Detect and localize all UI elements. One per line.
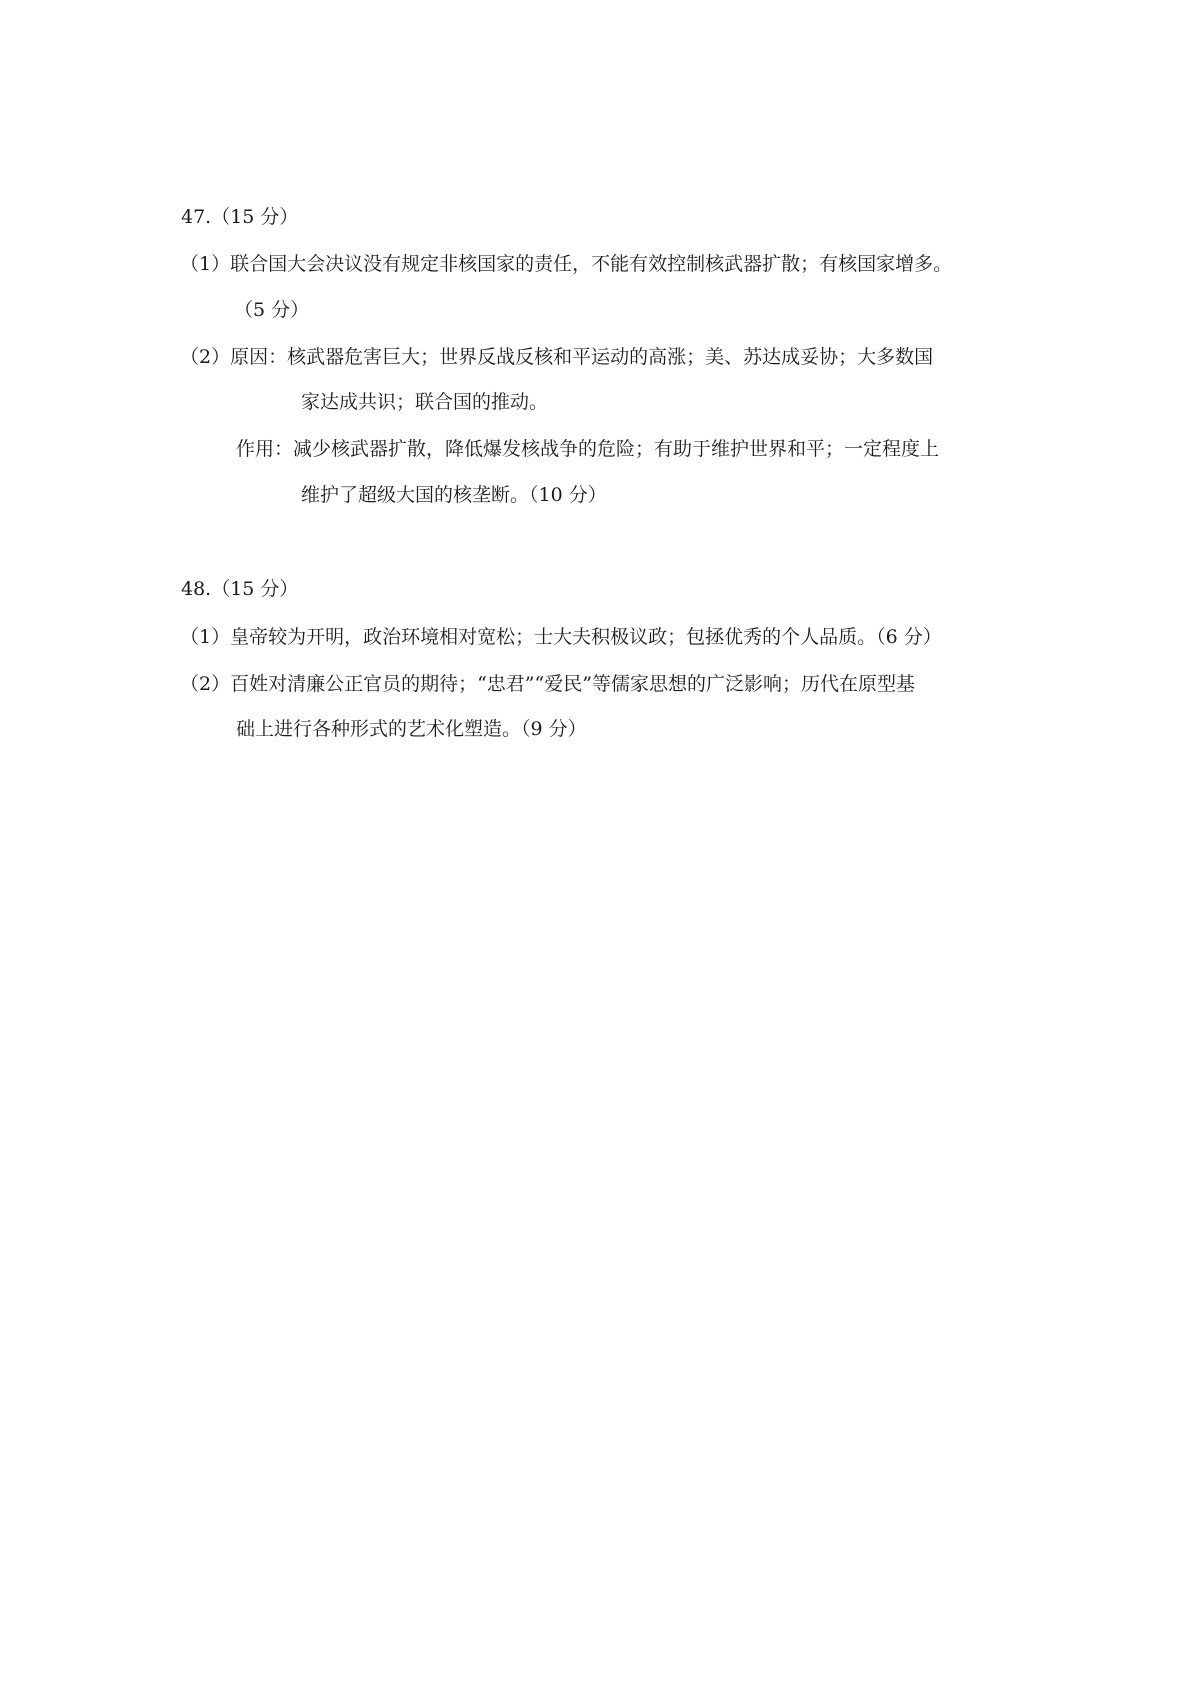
q48-part2-line1: （2）百姓对清廉公正官员的期待；“忠君”“爱民”等儒家思想的广泛影响；历代在原型基 [180, 673, 915, 695]
q47-part2-reason-line1: （2）原因：核武器危害巨大；世界反战反核和平运动的高涨；美、苏达成妥协；大多数国 [180, 346, 934, 368]
question-47-heading: 47.（15 分） [181, 206, 299, 228]
q47-part2-reason-line2: 家达成共识；联合国的推动。 [301, 391, 549, 413]
q47-part1-line1: （1）联合国大会决议没有规定非核国家的责任，不能有效控制核武器扩散；有核国家增多。 [180, 253, 953, 275]
question-48-heading: 48.（15 分） [181, 578, 299, 600]
q48-part2-line2: 础上进行各种形式的艺术化塑造。（9 分） [236, 718, 587, 740]
q47-part1-line2: （5 分） [234, 299, 310, 321]
q47-part2-effect-line1: 作用：减少核武器扩散，降低爆发核战争的危险；有助于维护世界和平；一定程度上 [236, 438, 940, 460]
q47-part2-effect-line2: 维护了超级大国的核垄断。（10 分） [301, 484, 607, 506]
q48-part1-line1: （1）皇帝较为开明，政治环境相对宽松；士大夫积极议政；包拯优秀的个人品质。（6 分） [180, 626, 942, 648]
